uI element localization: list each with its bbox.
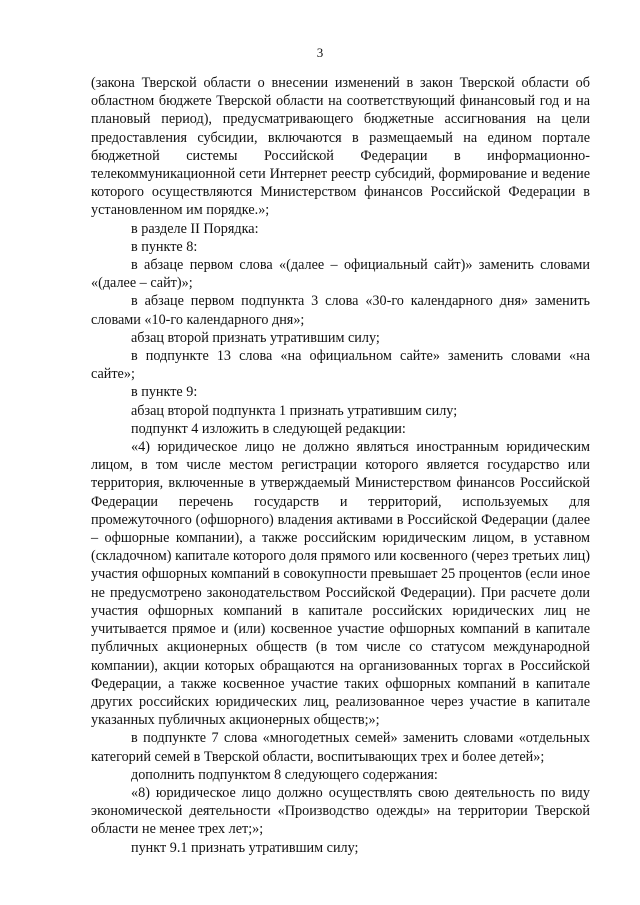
- paragraph-subitem-7: в подпункте 7 слова «многодетных семей» заменить словами «отдельных категорий семей в Тверской области, воспитывающих трех и более детей»;: [91, 730, 590, 765]
- paragraph-continuation: (закона Тверской области о внесении изменений в закон Тверской области об областном бюджете Тверской области на соответствующий финансовый год и на плановый период), предусматривающего бюджетные ассигнования на цели предоставления субсидии, включаются в размещаемый на едином портале бюджетной системы Российской Федерации в информационно-телекоммуникационной сети Интернет реестр субсидий, формирование и ведение которого осуществляются Министерством финансов Российской Федерации в установленном им порядке.»;: [91, 75, 590, 219]
- paragraph-item-8-abzac-1: в абзаце первом слова «(далее – официальный сайт)» заменить словами «(далее – сайт)»;: [91, 257, 590, 292]
- page-number: 3: [316, 45, 324, 60]
- paragraph-subitem-4-text: «4) юридическое лицо не должно являться иностранным юридическим лицом, в том числе местом регистрации которого является государство или территория, включенные в утверждаемый Министерством финансов Российской Федерации перечень государств и территорий, используемых для промежуточного (офшорного) владения активами в Российской Федерации (далее – офшорные компании), а также российским юридическим лицом, в уставном (складочном) капитале которого доля прямого или косвенного (через третьих лиц) участия офшорных компаний в совокупности превышает 25 процентов (если иное не предусмотрено законодательством Российской Федерации). При расчете доли участия офшорных компаний в капитале российских юридических лиц не учитывается прямое и (или) косвенное участие офшорных компаний в капитале публичных акционерных обществ (в том числе со статусом международной компании), акции которых обращаются на организованных торгах в Российской Федерации, а также косвенное участие таких офшорных компаний в капитале других российских юридических лиц, реализованное через участие в капитале указанных публичных акционерных обществ;»;: [91, 439, 590, 729]
- paragraph-section-ii: в разделе II Порядка:: [131, 220, 259, 237]
- paragraph-subitem-8-text: «8) юридическое лицо должно осуществлять свою деятельность по виду экономической деятельности «Производство одежды» на территории Тверской области не менее трех лет;»;: [91, 784, 590, 838]
- paragraph-abzac-2-void: абзац второй признать утратившим силу;: [131, 329, 380, 346]
- paragraph-item-8-subitem-3: в абзаце первом подпункта 3 слова «30-го календарного дня» заменить словами «10-го календарного дня»;: [91, 293, 590, 328]
- paragraph-item-9: в пункте 9:: [131, 384, 198, 401]
- document-body: [91, 74, 590, 857]
- paragraph-add-subitem-8: дополнить подпунктом 8 следующего содержания:: [131, 766, 438, 783]
- paragraph-subitem-4-intro: подпункт 4 изложить в следующей редакции:: [131, 420, 406, 437]
- paragraph-item-8: в пункте 8:: [131, 238, 198, 255]
- paragraph-subitem-13: в подпункте 13 слова «на официальном сайте» заменить словами «на сайте»;: [91, 348, 590, 383]
- paragraph-item-9-1: пункт 9.1 признать утратившим силу;: [131, 839, 359, 856]
- paragraph-item-9-subitem-1: абзац второй подпункта 1 признать утратившим силу;: [131, 402, 458, 419]
